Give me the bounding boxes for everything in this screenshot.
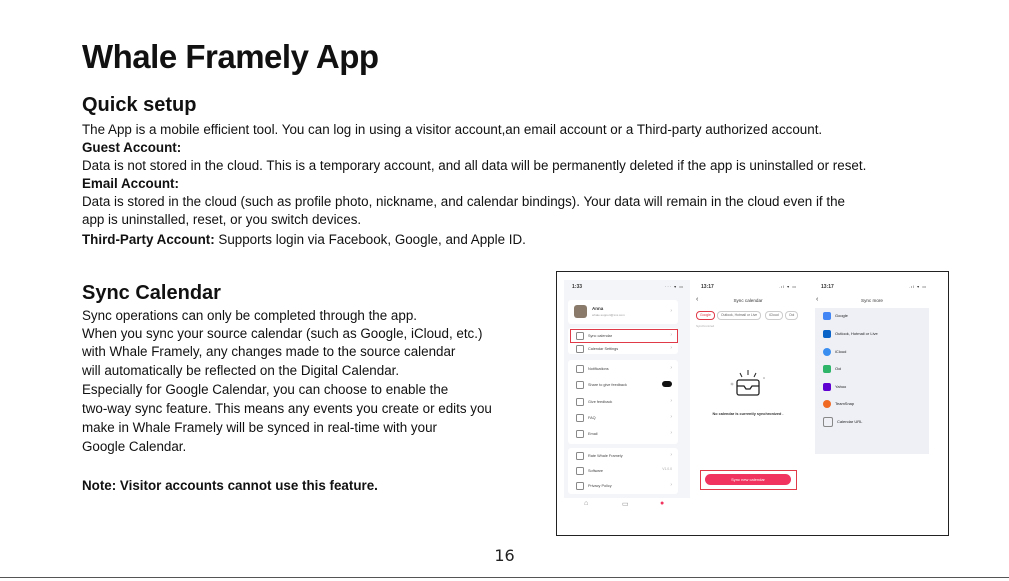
empty-inbox-icon <box>728 366 768 406</box>
visitor-note: Note: Visitor accounts cannot use this feature. <box>82 478 378 493</box>
third-party-text: Supports login via Facebook, Google, and Apple ID. <box>218 232 526 247</box>
sync-line: Sync operations can only be completed through the app. <box>82 308 417 323</box>
third-party-label: Third-Party Account: <box>82 232 215 247</box>
email-account-text-2: app is uninstalled, reset, or you switch devices. <box>82 212 362 227</box>
chip-ooi[interactable]: Ooi <box>785 311 798 320</box>
chevron-right-icon: › <box>670 345 672 351</box>
provider-teamsnap[interactable]: TeamSnap <box>823 400 854 408</box>
third-party-paragraph <box>82 231 526 249</box>
status-time: 13:17 <box>701 284 714 290</box>
document-icon <box>576 482 584 490</box>
back-icon[interactable]: ‹ <box>696 296 699 303</box>
empty-state-text: No calendar is currently synchronized . <box>712 412 784 416</box>
menu-item-rate[interactable]: Rate Whale Framely <box>576 452 623 460</box>
status-icons: .ıl ▾ ▭ <box>778 284 797 289</box>
quick-setup-heading: Quick setup <box>82 94 197 116</box>
chevron-right-icon: › <box>670 482 672 488</box>
screenshot-profile-menu <box>564 280 690 512</box>
status-icons: .ıl ▾ ▭ <box>908 284 927 289</box>
profile-email: whale.support@xxx.com <box>592 313 625 317</box>
sync-line: will automatically be reflected on the Digital Calendar. <box>82 363 400 378</box>
page-number: 16 <box>494 546 515 565</box>
teamsnap-icon <box>823 400 831 408</box>
settings-icon <box>576 345 584 353</box>
menu-item-faq[interactable]: FAQ <box>576 414 596 422</box>
status-icons: ··· ▾ ▭ <box>664 284 684 289</box>
menu-group-general <box>568 360 678 444</box>
email-account-label: Email Account: <box>82 176 179 191</box>
sync-new-calendar-button[interactable]: Sync new calendar <box>705 474 791 485</box>
profile-icon[interactable]: ● <box>660 500 665 507</box>
star-icon <box>576 452 584 460</box>
message-icon <box>576 398 584 406</box>
provider-calendar-url[interactable]: Calendar URL <box>823 417 862 427</box>
profile-card[interactable] <box>568 300 678 324</box>
email-account-text-1: Data is stored in the cloud (such as profile photo, nickname, and calendar bindings). Your data will remain in the cloud even if the <box>82 194 845 209</box>
tab-bar <box>564 498 690 512</box>
avatar <box>574 305 587 318</box>
menu-group-about <box>568 448 678 494</box>
status-time: 1:33 <box>572 284 583 290</box>
menu-item-email[interactable]: Email <box>576 430 598 438</box>
screenshot-sync-calendar <box>693 280 803 512</box>
sync-line: make in Whale Framely will be synced in real-time with your <box>82 420 437 435</box>
menu-item-notifications[interactable]: Notifications <box>576 365 609 373</box>
version-label: V1.0.0 <box>662 467 672 471</box>
chip-icloud[interactable]: iCloud <box>765 311 783 320</box>
menu-item-sync-calendar[interactable]: Sync calendar <box>576 332 612 340</box>
mail-icon <box>576 430 584 438</box>
provider-list <box>815 308 929 454</box>
app-screenshots <box>556 271 949 536</box>
chip-google[interactable]: Google <box>696 311 715 320</box>
gear-icon <box>576 467 584 475</box>
provider-google[interactable]: Google <box>823 312 848 320</box>
outlook-icon <box>823 330 831 338</box>
screen-title: Sync calendar <box>733 298 763 303</box>
menu-item-give-feedback[interactable]: Give feedback <box>576 398 612 406</box>
link-icon <box>823 417 833 427</box>
chevron-right-icon: › <box>670 332 672 338</box>
profile-name: Anna <box>592 306 604 311</box>
quick-setup-intro: The App is a mobile efficient tool. You can log in using a visitor account,an email account or a Third-party authorized account. <box>82 122 823 137</box>
chevron-right-icon: › <box>670 452 672 458</box>
sync-line: Google Calendar. <box>82 439 187 454</box>
provider-ooi[interactable]: Ooi <box>823 365 841 373</box>
provider-yahoo[interactable]: Yahoo <box>823 383 846 391</box>
guest-account-label: Guest Account: <box>82 140 182 155</box>
sync-line: Especially for Google Calendar, you can choose to enable the <box>82 382 449 397</box>
menu-item-calendar-settings[interactable]: Calendar Settings <box>576 345 618 353</box>
back-icon[interactable]: ‹ <box>816 296 819 303</box>
highlight-sync-button <box>700 470 797 490</box>
status-time: 13:17 <box>821 284 834 290</box>
provider-outlook[interactable]: Outlook, Hotmail or Live <box>823 330 878 338</box>
menu-item-software[interactable]: Software <box>576 467 603 475</box>
synchronized-label: Synchronized <box>696 324 715 328</box>
yahoo-icon <box>823 383 831 391</box>
sync-calendar-heading: Sync Calendar <box>82 282 221 304</box>
ooi-icon <box>823 365 831 373</box>
screen-title: Sync more <box>861 298 883 303</box>
chevron-right-icon: › <box>670 430 672 436</box>
screenshot-sync-more <box>811 280 933 512</box>
chip-outlook[interactable]: Outlook, Hotmail or Live <box>717 311 761 320</box>
guest-account-text: Data is not stored in the cloud. This is a temporary account, and all data will be permanently deleted if the app is uninstalled or reset. <box>82 158 867 173</box>
document-title: Whale Framely App <box>82 38 379 75</box>
provider-icloud[interactable]: iCloud <box>823 348 846 356</box>
chevron-right-icon: › <box>670 308 672 314</box>
share-icon <box>576 381 584 389</box>
question-icon <box>576 414 584 422</box>
menu-item-privacy[interactable]: Privacy Policy <box>576 482 612 490</box>
highlight-sync-calendar <box>570 329 678 343</box>
chevron-right-icon: › <box>670 365 672 371</box>
device-icon[interactable]: ▭ <box>622 501 629 508</box>
bell-icon <box>576 365 584 373</box>
cloud-icon <box>823 348 831 356</box>
home-icon[interactable]: ⌂ <box>584 500 589 507</box>
sync-line: When you sync your source calendar (such as Google, iCloud, etc.) <box>82 326 483 341</box>
sync-line: with Whale Framely, any changes made to the source calendar <box>82 344 456 359</box>
chevron-right-icon: › <box>670 414 672 420</box>
feedback-toggle[interactable] <box>662 381 672 387</box>
sync-line: two-way sync feature. This means any events you create or edits you <box>82 401 492 416</box>
chevron-right-icon: › <box>670 398 672 404</box>
bottom-rule <box>0 577 1009 578</box>
google-icon <box>823 312 831 320</box>
menu-item-share-feedback[interactable]: Share to give feedback <box>576 381 627 389</box>
